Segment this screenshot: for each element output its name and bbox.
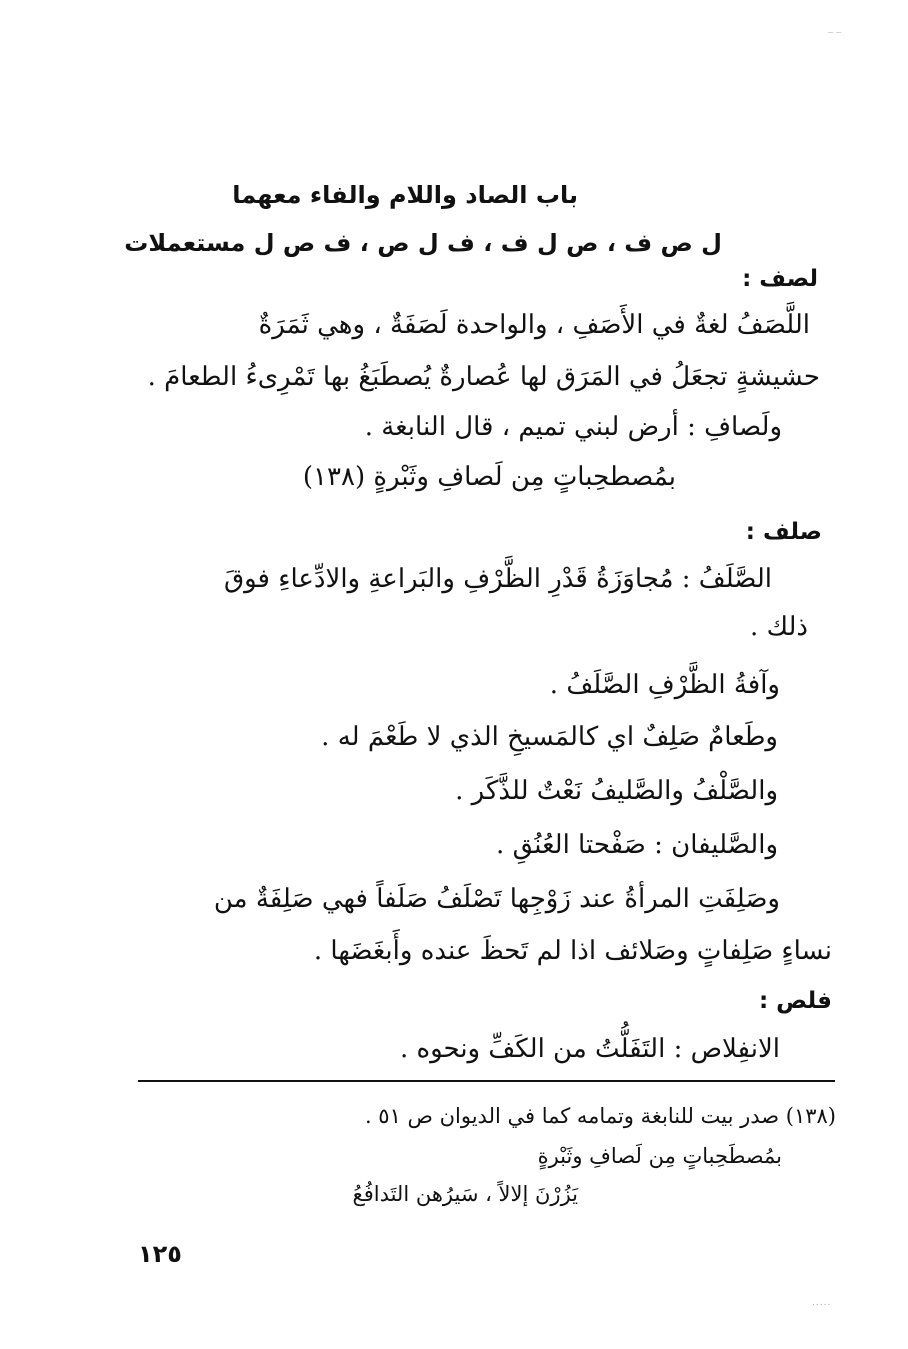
entry-head-fals: فلص :	[758, 988, 832, 1014]
entry-line: نساءٍ صَلِفاتٍ وصَلائف اذا لم تَحظَ عنده وأَبغَضَها .	[313, 936, 832, 966]
entry-head-lasaf: لصف :	[742, 266, 818, 292]
verse-line: بمُصطحِباتٍ مِن لَصافِ وثَبْرةٍ (١٣٨)	[302, 462, 676, 492]
entry-line: الصَّلَفُ : مُجاوَزَةُ قَدْرِ الظَّرْفِ والبَراعةِ والادِّعاءِ فوقَ	[223, 564, 772, 594]
entry-line: ذلك .	[750, 612, 808, 642]
chapter-subtitle: ل ص ف ، ص ل ف ، ف ل ص ، ف ص ل مستعملات	[124, 229, 722, 257]
entry-line: وصَلِفَتِ المرأةُ عند زَوْجِها تَصْلَفُ صَلَفاً فهي صَلِفَةٌ من	[213, 884, 780, 914]
entry-head-salaf: صلف :	[745, 519, 822, 545]
entry-line: اللَّصَفُ لغةٌ في الأَصَفِ ، والواحدة لَصَفَةٌ ، وهي ثَمَرَةٌ	[258, 310, 810, 340]
entry-line: والصَّليفان : صَفْحتا العُنُقِ .	[496, 830, 778, 860]
footnote-divider	[138, 1080, 835, 1082]
scan-dots: .....	[812, 1298, 832, 1308]
entry-line: ولَصافِ : أرض لبني تميم ، قال النابغة .	[364, 412, 782, 442]
page-number: ١٢٥	[138, 1240, 182, 1268]
corner-mark: ‾ ‾	[828, 32, 842, 43]
entry-line: وآفةُ الظَّرْفِ الصَّلَفُ .	[549, 670, 780, 700]
entry-line: والصَّلْفُ والصَّليفُ نَعْتٌ للذَّكَر .	[455, 776, 778, 806]
footnote-line: (١٣٨) صدر بيت للنابغة وتمامه كما في الديوان ص ٥١ .	[364, 1104, 836, 1128]
entry-line: الانفِلاص : التَفَلُّتُ من الكَفِّ ونحوه .	[399, 1034, 780, 1064]
entry-line: وطَعامٌ صَلِفٌ اي كالمَسيخِ الذي لا طَعْمَ له .	[321, 722, 778, 752]
chapter-title: باب الصاد واللام والفاء معهما	[232, 181, 578, 209]
footnote-verse: بمُصطَحِباتٍ مِن لَصافِ وثَبْرةٍ	[537, 1144, 782, 1168]
footnote-verse: يَزُرْنَ إلالاً ، سَيرُهن التَدافُعُ	[352, 1182, 578, 1206]
entry-line: حشيشةٍ تجعَلُ في المَرَق لها عُصارةٌ يُصطَبَغُ بها تَمْرِىءُ الطعامَ .	[147, 362, 820, 392]
